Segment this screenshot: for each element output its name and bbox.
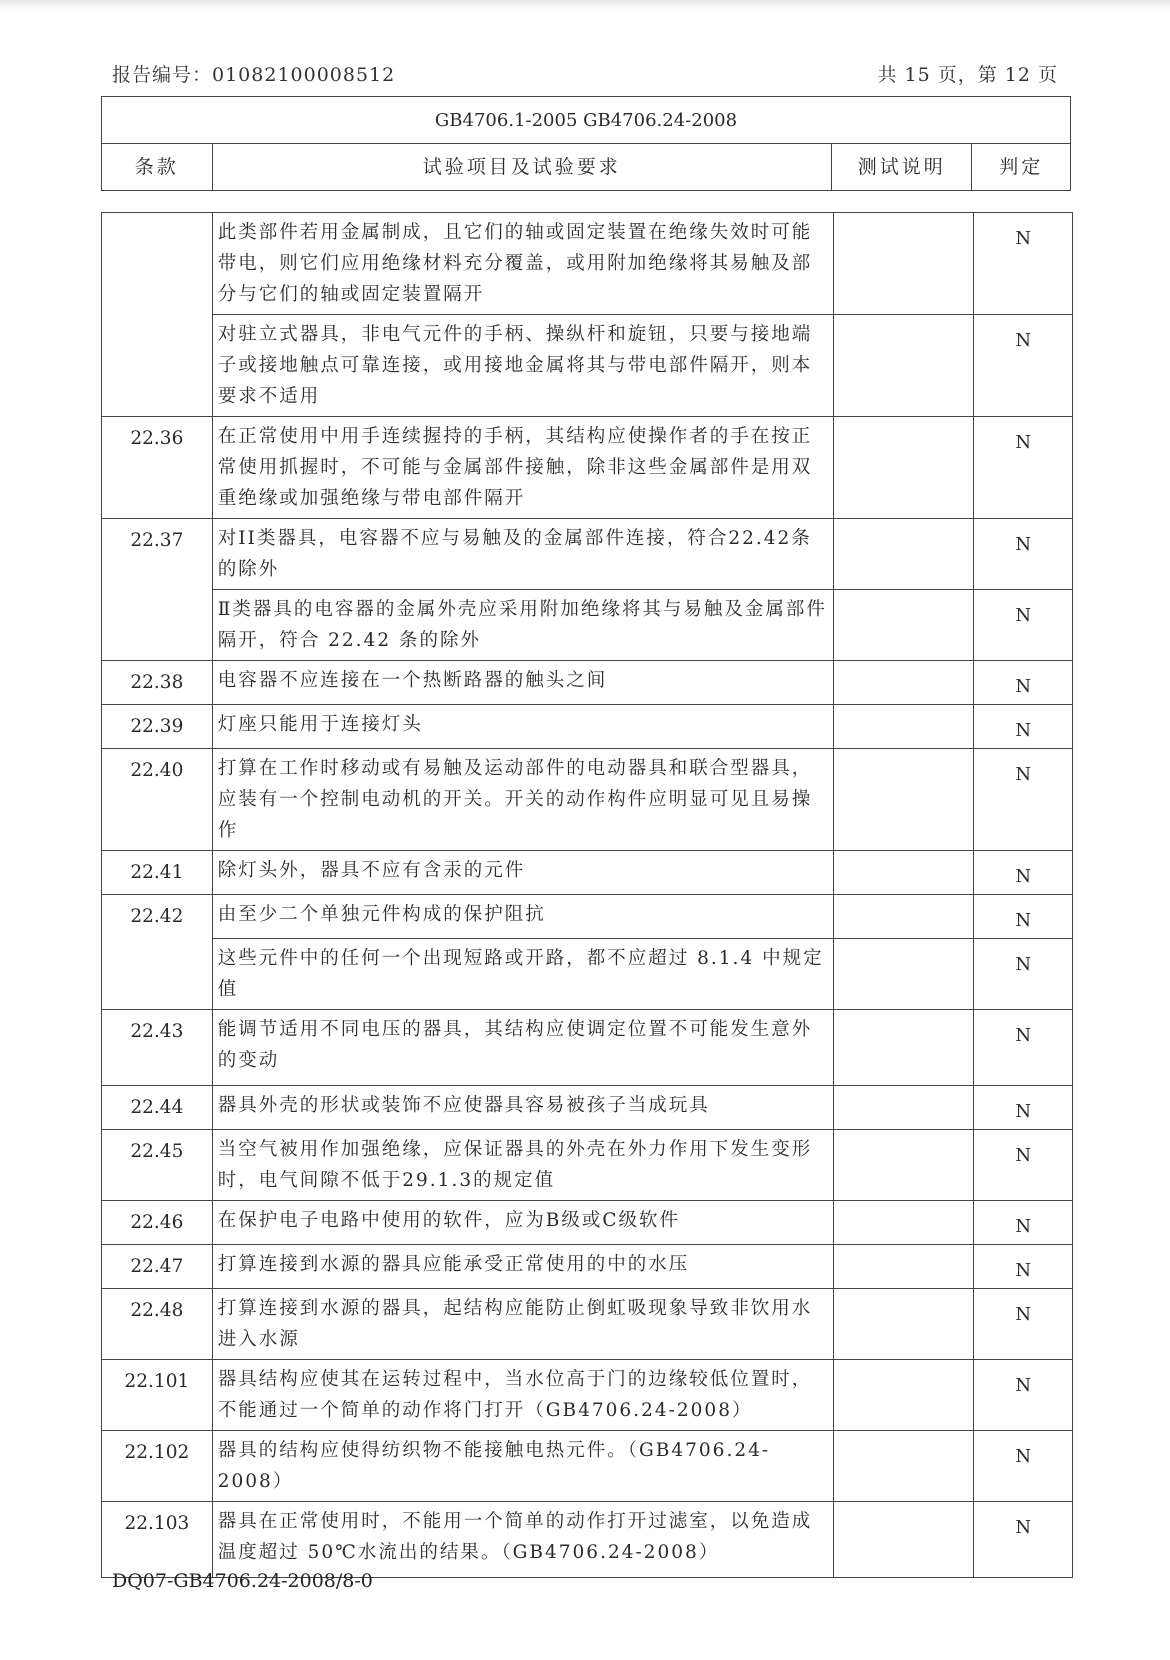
- table-row: [102, 1086, 1073, 1130]
- report-number: 报告编号：01082100008512: [112, 64, 396, 86]
- table-row: [102, 1130, 1073, 1201]
- requirement-cell: 由至少二个单独元件构成的保护阻抗: [212, 895, 833, 939]
- description-cell: [834, 1502, 974, 1578]
- description-cell: [834, 1010, 974, 1086]
- table-row: [102, 1360, 1073, 1431]
- requirement-cell: 打算在工作时移动或有易触及运动部件的电动器具和联合型器具，应装有一个控制电动机的开关。开关的动作构件应明显可见且易操作: [212, 749, 833, 851]
- description-cell: [834, 661, 974, 705]
- description-cell: [834, 519, 974, 590]
- col-header-requirement: 试验项目及试验要求: [212, 144, 832, 191]
- requirement-cell: 打算连接到水源的器具，起结构应能防止倒虹吸现象导致非饮用水进入水源: [212, 1289, 833, 1360]
- standards-title: GB4706.1-2005 GB4706.24-2008: [102, 97, 1071, 144]
- description-cell: [834, 213, 974, 315]
- requirement-cell: 在正常使用中用手连续握持的手柄，其结构应使操作者的手在按正常使用抓握时，不可能与金属部件接触，除非这些金属部件是用双重绝缘或加强绝缘与带电部件隔开: [212, 417, 833, 519]
- verdict-cell: N: [974, 590, 1073, 661]
- table-row: [102, 1201, 1073, 1245]
- standards-header-table: [101, 96, 1071, 191]
- requirement-cell: 灯座只能用于连接灯头: [212, 705, 833, 749]
- description-cell: [834, 315, 974, 417]
- clause-cell: 22.43: [102, 1010, 213, 1086]
- description-cell: [834, 1360, 974, 1431]
- requirement-cell: 打算连接到水源的器具应能承受正常使用的中的水压: [212, 1245, 833, 1289]
- requirement-cell: 器具外壳的形状或装饰不应使器具容易被孩子当成玩具: [212, 1086, 833, 1130]
- table-row: [102, 590, 1073, 661]
- requirement-cell: 此类部件若用金属制成，且它们的轴或固定装置在绝缘失效时可能带电，则它们应用绝缘材料充分覆盖，或用附加绝缘将其易触及部分与它们的轴或固定装置隔开: [212, 213, 833, 315]
- requirement-cell: 电容器不应连接在一个热断路器的触头之间: [212, 661, 833, 705]
- description-cell: [834, 1086, 974, 1130]
- description-cell: [834, 1201, 974, 1245]
- clause-cell: 22.103: [102, 1502, 213, 1578]
- table-row: [102, 1289, 1073, 1360]
- clause-cell: 22.39: [102, 705, 213, 749]
- table-row: [102, 1010, 1073, 1086]
- requirement-cell: 除灯头外，器具不应有含汞的元件: [212, 851, 833, 895]
- table-row: [102, 417, 1073, 519]
- verdict-cell: N: [974, 1130, 1073, 1201]
- description-cell: [834, 590, 974, 661]
- clause-cell: 22.48: [102, 1289, 213, 1360]
- clause-cell: 22.38: [102, 661, 213, 705]
- table-row: [102, 1502, 1073, 1578]
- verdict-cell: N: [974, 1431, 1073, 1502]
- table-row: [102, 1245, 1073, 1289]
- verdict-cell: N: [974, 1086, 1073, 1130]
- verdict-cell: N: [974, 749, 1073, 851]
- verdict-cell: N: [974, 1010, 1073, 1086]
- verdict-cell: N: [974, 661, 1073, 705]
- requirement-cell: 器具在正常使用时，不能用一个简单的动作打开过滤室，以免造成温度超过 50℃水流出的结果。（GB4706.24-2008）: [212, 1502, 833, 1578]
- clause-cell: 22.42: [102, 895, 213, 1010]
- page-info: 共 15 页，第 12 页: [877, 64, 1058, 86]
- requirement-cell: 当空气被用作加强绝缘，应保证器具的外壳在外力作用下发生变形时，电气间隙不低于29.1.3的规定值: [212, 1130, 833, 1201]
- verdict-cell: N: [974, 939, 1073, 1010]
- requirement-cell: Ⅱ类器具的电容器的金属外壳应采用附加绝缘将其与易触及金属部件隔开，符合 22.42 条的除外: [212, 590, 833, 661]
- table-row: [102, 519, 1073, 590]
- table-row: [102, 315, 1073, 417]
- requirement-cell: 器具的结构应使得纺织物不能接触电热元件。（GB4706.24-2008）: [212, 1431, 833, 1502]
- verdict-cell: N: [974, 1502, 1073, 1578]
- requirement-cell: 能调节适用不同电压的器具，其结构应使调定位置不可能发生意外的变动: [212, 1010, 833, 1086]
- top-edge-shade: [0, 0, 1170, 10]
- table-row: [102, 851, 1073, 895]
- requirement-cell: 这些元件中的任何一个出现短路或开路，都不应超过 8.1.4 中规定值: [212, 939, 833, 1010]
- verdict-cell: N: [974, 1245, 1073, 1289]
- table-row: [102, 661, 1073, 705]
- description-cell: [834, 417, 974, 519]
- clause-cell: 22.36: [102, 417, 213, 519]
- description-cell: [834, 1130, 974, 1201]
- document-code: DQ07-GB4706.24-2008/8-0: [112, 1570, 373, 1592]
- verdict-cell: N: [974, 315, 1073, 417]
- clause-cell: 22.44: [102, 1086, 213, 1130]
- description-cell: [834, 1431, 974, 1502]
- table-row: [102, 705, 1073, 749]
- verdict-cell: N: [974, 1360, 1073, 1431]
- verdict-cell: N: [974, 1201, 1073, 1245]
- clause-cell: 22.47: [102, 1245, 213, 1289]
- clause-cell: 22.37: [102, 519, 213, 661]
- col-header-verdict: 判定: [972, 144, 1071, 191]
- verdict-cell: N: [974, 519, 1073, 590]
- clause-cell: 22.40: [102, 749, 213, 851]
- requirement-cell: 器具结构应使其在运转过程中，当水位高于门的边缘较低位置时，不能通过一个简单的动作将门打开（GB4706.24-2008）: [212, 1360, 833, 1431]
- description-cell: [834, 939, 974, 1010]
- table-row: [102, 939, 1073, 1010]
- clause-cell: 22.45: [102, 1130, 213, 1201]
- clause-cell: 22.102: [102, 1431, 213, 1502]
- requirement-cell: 在保护电子电路中使用的软件，应为B级或C级软件: [212, 1201, 833, 1245]
- requirements-table: [101, 212, 1073, 1578]
- clause-cell: 22.41: [102, 851, 213, 895]
- table-row: [102, 895, 1073, 939]
- description-cell: [834, 851, 974, 895]
- verdict-cell: N: [974, 705, 1073, 749]
- description-cell: [834, 1245, 974, 1289]
- requirement-cell: 对II类器具，电容器不应与易触及的金属部件连接，符合22.42条的除外: [212, 519, 833, 590]
- description-cell: [834, 895, 974, 939]
- description-cell: [834, 705, 974, 749]
- verdict-cell: N: [974, 417, 1073, 519]
- table-row: [102, 213, 1073, 315]
- verdict-cell: N: [974, 851, 1073, 895]
- clause-cell: 22.101: [102, 1360, 213, 1431]
- clause-cell: [102, 213, 213, 417]
- table-row: [102, 749, 1073, 851]
- verdict-cell: N: [974, 895, 1073, 939]
- description-cell: [834, 1289, 974, 1360]
- clause-cell: 22.46: [102, 1201, 213, 1245]
- verdict-cell: N: [974, 1289, 1073, 1360]
- requirement-cell: 对驻立式器具，非电气元件的手柄、操纵杆和旋钮，只要与接地端子或接地触点可靠连接，或用接地金属将其与带电部件隔开，则本要求不适用: [212, 315, 833, 417]
- table-row: [102, 1431, 1073, 1502]
- col-header-clause: 条款: [102, 144, 213, 191]
- verdict-cell: N: [974, 213, 1073, 315]
- col-header-description: 测试说明: [832, 144, 972, 191]
- description-cell: [834, 749, 974, 851]
